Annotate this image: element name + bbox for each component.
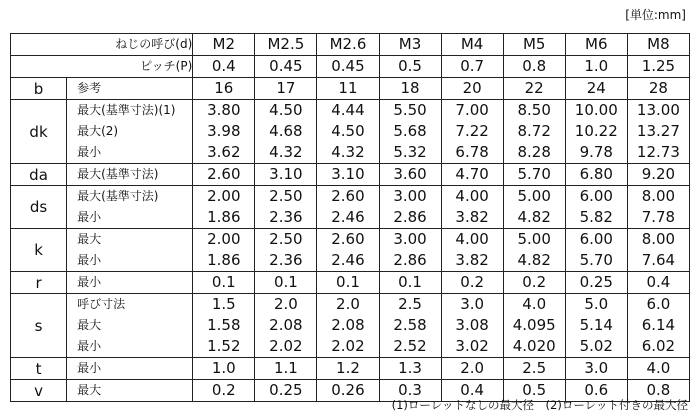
value-cell bbox=[503, 294, 565, 358]
dimension-value: 5.02 bbox=[579, 337, 613, 355]
dimension-symbol: ds bbox=[11, 186, 67, 229]
dimension-value: 0.2 bbox=[460, 273, 485, 291]
footnote: (1)ローレットなしの最大径 (2)ローレット付きの最大径 bbox=[391, 398, 688, 412]
dimension-value: 4.095 bbox=[512, 316, 556, 334]
dimension-value: 4.00 bbox=[455, 230, 489, 248]
value-cell bbox=[317, 358, 379, 380]
dimension-value: 17 bbox=[276, 79, 296, 97]
dimension-value: 2.02 bbox=[331, 337, 365, 355]
dimension-item-label: 最小 bbox=[77, 253, 102, 267]
dimension-value: 4.50 bbox=[269, 101, 303, 119]
dimension-value: 2.60 bbox=[331, 230, 365, 248]
header-row bbox=[11, 34, 690, 56]
size-header: M4 bbox=[441, 34, 503, 56]
value-cell bbox=[193, 272, 255, 294]
dimension-value: 6.02 bbox=[641, 337, 676, 355]
dimension-value: 4.00 bbox=[455, 187, 489, 205]
dimension-value: 4.0 bbox=[646, 359, 671, 377]
size-header: M2 bbox=[193, 34, 255, 56]
dimension-value: 1.52 bbox=[207, 337, 241, 355]
dimension-value: 3.80 bbox=[207, 101, 241, 119]
unit-label: [単位:mm] bbox=[625, 8, 686, 22]
value-cell bbox=[503, 229, 565, 272]
value-cell bbox=[565, 78, 627, 100]
dimension-value: 6.80 bbox=[579, 165, 613, 183]
dimension-symbol: t bbox=[11, 358, 67, 380]
value-cell bbox=[317, 380, 379, 402]
value-cell bbox=[503, 272, 565, 294]
value-cell bbox=[503, 78, 565, 100]
dimension-value: 2.60 bbox=[331, 187, 365, 205]
value-cell bbox=[441, 294, 503, 358]
dimension-item-cell bbox=[67, 380, 193, 402]
dimension-value: 9.20 bbox=[641, 165, 676, 183]
dimension-value: 5.00 bbox=[517, 187, 551, 205]
value-cell bbox=[317, 294, 379, 358]
dimension-value: 0.6 bbox=[584, 381, 609, 399]
dimension-value: 10.22 bbox=[574, 122, 618, 140]
dimension-value: 4.32 bbox=[269, 143, 303, 161]
pitch-value: 0.5 bbox=[379, 56, 441, 78]
pitch-label: ピッチ(P) bbox=[11, 56, 193, 78]
dimension-value: 4.32 bbox=[331, 143, 365, 161]
table-body bbox=[11, 34, 690, 402]
value-cell bbox=[379, 358, 441, 380]
size-header: M6 bbox=[565, 34, 627, 56]
dimension-group-row bbox=[11, 100, 690, 164]
value-cell bbox=[503, 358, 565, 380]
value-cell bbox=[565, 358, 627, 380]
dimension-item-label: 最大(基準寸法) bbox=[77, 189, 159, 203]
dimension-item-cell bbox=[67, 100, 193, 164]
dimension-value: 3.10 bbox=[331, 165, 365, 183]
dimension-value: 18 bbox=[400, 79, 420, 97]
value-cell bbox=[627, 294, 689, 358]
value-cell bbox=[255, 100, 317, 164]
dimension-symbol: dk bbox=[11, 100, 67, 164]
dimension-value: 13.27 bbox=[636, 122, 680, 140]
dimension-group-row bbox=[11, 229, 690, 272]
dimension-value: 2.00 bbox=[207, 187, 241, 205]
dimension-value: 0.5 bbox=[522, 381, 547, 399]
dimension-value: 2.50 bbox=[269, 230, 303, 248]
dimension-value: 0.25 bbox=[579, 273, 613, 291]
value-cell bbox=[193, 358, 255, 380]
pitch-value: 0.7 bbox=[441, 56, 503, 78]
value-cell bbox=[565, 100, 627, 164]
value-cell bbox=[441, 78, 503, 100]
dimension-value: 1.86 bbox=[207, 208, 241, 226]
dimension-value: 4.0 bbox=[522, 295, 547, 313]
value-cell bbox=[503, 164, 565, 186]
dimension-item-label: 呼び寸法 bbox=[77, 297, 126, 311]
value-cell bbox=[255, 78, 317, 100]
dimension-value: 0.1 bbox=[336, 273, 360, 291]
dimension-item-label: 最大 bbox=[77, 232, 102, 246]
dimension-value: 3.08 bbox=[455, 316, 489, 334]
dimension-value: 1.2 bbox=[336, 359, 360, 377]
dimension-value: 8.50 bbox=[517, 101, 551, 119]
dimension-value: 1.1 bbox=[273, 359, 298, 377]
dimension-item-label: 最小 bbox=[77, 210, 102, 224]
value-cell bbox=[317, 164, 379, 186]
dimension-value: 22 bbox=[524, 79, 544, 97]
value-cell bbox=[255, 380, 317, 402]
dimension-symbol: v bbox=[11, 380, 67, 402]
value-cell bbox=[379, 100, 441, 164]
dimension-value: 1.0 bbox=[211, 359, 236, 377]
value-cell bbox=[441, 186, 503, 229]
dimension-value: 8.00 bbox=[641, 187, 676, 205]
value-cell bbox=[193, 229, 255, 272]
dimension-value: 8.72 bbox=[517, 122, 551, 140]
dimension-value: 3.82 bbox=[455, 251, 489, 269]
dimension-value: 0.25 bbox=[269, 381, 303, 399]
value-cell bbox=[503, 100, 565, 164]
size-header: M3 bbox=[379, 34, 441, 56]
dimension-value: 0.3 bbox=[398, 381, 422, 399]
dimension-item-label: 最大(基準寸法)(1) bbox=[77, 103, 176, 117]
dimension-value: 2.00 bbox=[207, 230, 241, 248]
dimension-value: 0.26 bbox=[331, 381, 365, 399]
dimension-value: 16 bbox=[214, 79, 234, 97]
dimension-value: 3.00 bbox=[393, 187, 427, 205]
dimension-value: 5.00 bbox=[517, 230, 551, 248]
dimension-value: 0.8 bbox=[646, 381, 671, 399]
dimension-value: 3.98 bbox=[207, 122, 241, 140]
value-cell bbox=[441, 358, 503, 380]
dimension-value: 3.0 bbox=[584, 359, 609, 377]
dimension-value: 4.44 bbox=[331, 101, 365, 119]
dimension-value: 4.70 bbox=[455, 165, 489, 183]
value-cell bbox=[317, 100, 379, 164]
dimension-value: 10.00 bbox=[574, 101, 618, 119]
value-cell bbox=[441, 272, 503, 294]
dimension-value: 6.14 bbox=[641, 316, 676, 334]
dimension-value: 5.82 bbox=[579, 208, 613, 226]
dimension-value: 2.86 bbox=[393, 251, 427, 269]
dimension-value: 2.5 bbox=[522, 359, 547, 377]
value-cell bbox=[193, 186, 255, 229]
dimension-value: 5.68 bbox=[393, 122, 427, 140]
value-cell bbox=[627, 186, 689, 229]
dimension-value: 3.02 bbox=[455, 337, 489, 355]
dimension-value: 3.60 bbox=[393, 165, 427, 183]
dimension-value: 3.62 bbox=[207, 143, 241, 161]
dimension-item-cell bbox=[67, 294, 193, 358]
value-cell bbox=[441, 164, 503, 186]
pitch-value: 0.8 bbox=[503, 56, 565, 78]
dimension-value: 2.50 bbox=[269, 187, 303, 205]
dimension-value: 0.2 bbox=[211, 381, 236, 399]
value-cell bbox=[503, 186, 565, 229]
value-cell bbox=[379, 272, 441, 294]
size-header: M5 bbox=[503, 34, 565, 56]
value-cell bbox=[255, 358, 317, 380]
dimension-group-row bbox=[11, 294, 690, 358]
dimension-value: 5.14 bbox=[579, 316, 613, 334]
dimension-value: 2.46 bbox=[331, 208, 365, 226]
value-cell bbox=[627, 358, 689, 380]
dimension-symbol: k bbox=[11, 229, 67, 272]
dimension-value: 6.78 bbox=[455, 143, 489, 161]
value-cell bbox=[255, 272, 317, 294]
dimension-value: 1.58 bbox=[207, 316, 241, 334]
value-cell bbox=[565, 272, 627, 294]
dimension-value: 1.5 bbox=[211, 295, 236, 313]
value-cell bbox=[627, 272, 689, 294]
dimension-group-row bbox=[11, 186, 690, 229]
dimension-value: 0.4 bbox=[646, 273, 671, 291]
dimension-group-row bbox=[11, 78, 690, 100]
dimension-item-label: 最大(基準寸法) bbox=[77, 167, 159, 181]
pitch-value: 0.45 bbox=[255, 56, 317, 78]
dimension-symbol: da bbox=[11, 164, 67, 186]
dimension-value: 8.00 bbox=[641, 230, 676, 248]
value-cell bbox=[441, 100, 503, 164]
dimension-value: 5.50 bbox=[393, 101, 427, 119]
value-cell bbox=[379, 164, 441, 186]
dimension-value: 2.86 bbox=[393, 208, 427, 226]
size-header: M8 bbox=[627, 34, 689, 56]
dimension-value: 6.00 bbox=[579, 230, 613, 248]
value-cell bbox=[627, 78, 689, 100]
dimension-value: 2.60 bbox=[207, 165, 241, 183]
value-cell bbox=[317, 272, 379, 294]
dimension-item-cell bbox=[67, 358, 193, 380]
value-cell bbox=[255, 186, 317, 229]
dimension-value: 24 bbox=[586, 79, 606, 97]
value-cell bbox=[317, 229, 379, 272]
dimension-value: 20 bbox=[462, 79, 482, 97]
dimension-value: 2.58 bbox=[393, 316, 427, 334]
value-cell bbox=[255, 164, 317, 186]
dimension-value: 2.36 bbox=[269, 208, 303, 226]
value-cell bbox=[193, 380, 255, 402]
dimension-symbol: b bbox=[11, 78, 67, 100]
dimension-value: 4.82 bbox=[517, 208, 551, 226]
dimension-value: 6.00 bbox=[579, 187, 613, 205]
dimension-group-row bbox=[11, 164, 690, 186]
dimension-value: 5.32 bbox=[393, 143, 427, 161]
value-cell bbox=[193, 164, 255, 186]
dimension-value: 3.82 bbox=[455, 208, 489, 226]
value-cell bbox=[627, 164, 689, 186]
dimension-value: 7.64 bbox=[641, 251, 676, 269]
dimension-value: 2.0 bbox=[460, 359, 485, 377]
dimension-value: 5.70 bbox=[517, 165, 551, 183]
size-header: M2.6 bbox=[317, 34, 379, 56]
dimension-value: 3.00 bbox=[393, 230, 427, 248]
dimension-value: 0.1 bbox=[398, 273, 422, 291]
dimension-item-cell bbox=[67, 186, 193, 229]
dimension-value: 11 bbox=[338, 79, 358, 97]
dimension-value: 2.02 bbox=[269, 337, 303, 355]
dimension-value: 12.73 bbox=[636, 143, 680, 161]
pitch-value: 1.0 bbox=[565, 56, 627, 78]
value-cell bbox=[627, 100, 689, 164]
dimension-value: 0.1 bbox=[211, 273, 236, 291]
dimension-item-label: 最小 bbox=[77, 339, 102, 353]
dimension-value: 5.0 bbox=[584, 295, 609, 313]
dimension-value: 0.4 bbox=[460, 381, 485, 399]
value-cell bbox=[317, 186, 379, 229]
dimension-table bbox=[10, 33, 690, 402]
dimension-item-label: 最大 bbox=[77, 318, 102, 332]
dimension-value: 2.52 bbox=[393, 337, 427, 355]
dimension-value: 6.0 bbox=[646, 295, 671, 313]
dimension-item-label: 最小 bbox=[77, 361, 102, 375]
dimension-value: 7.22 bbox=[455, 122, 489, 140]
dimension-value: 2.08 bbox=[331, 316, 365, 334]
value-cell bbox=[379, 294, 441, 358]
dimension-value: 8.28 bbox=[517, 143, 551, 161]
dimension-value: 4.50 bbox=[331, 122, 365, 140]
dimension-item-cell bbox=[67, 164, 193, 186]
dimension-value: 2.0 bbox=[336, 295, 360, 313]
dimension-item-cell bbox=[67, 78, 193, 100]
dimension-item-label: 最小 bbox=[77, 275, 102, 289]
size-header: M2.5 bbox=[255, 34, 317, 56]
dimension-value: 13.00 bbox=[636, 101, 680, 119]
dimension-item-cell bbox=[67, 229, 193, 272]
value-cell bbox=[193, 78, 255, 100]
dimension-value: 0.1 bbox=[273, 273, 298, 291]
dimension-value: 2.08 bbox=[269, 316, 303, 334]
dimension-item-label: 最大 bbox=[77, 383, 102, 397]
dimension-value: 1.86 bbox=[207, 251, 241, 269]
value-cell bbox=[379, 229, 441, 272]
dimension-value: 0.2 bbox=[522, 273, 547, 291]
dimension-value: 1.3 bbox=[398, 359, 422, 377]
dimension-item-label: 最大(2) bbox=[77, 124, 119, 138]
dimension-value: 7.78 bbox=[641, 208, 676, 226]
pitch-row bbox=[11, 56, 690, 78]
dimension-value: 3.10 bbox=[269, 165, 303, 183]
value-cell bbox=[565, 294, 627, 358]
value-cell bbox=[255, 229, 317, 272]
value-cell bbox=[379, 186, 441, 229]
dimension-group-row bbox=[11, 358, 690, 380]
value-cell bbox=[193, 294, 255, 358]
dimension-value: 4.68 bbox=[269, 122, 303, 140]
dimension-item-label: 参考 bbox=[77, 81, 102, 95]
dimension-value: 4.82 bbox=[517, 251, 551, 269]
dimension-value: 4.020 bbox=[512, 337, 556, 355]
dimension-value: 2.0 bbox=[273, 295, 298, 313]
pitch-value: 0.4 bbox=[193, 56, 255, 78]
dimension-item-label: 最小 bbox=[77, 145, 102, 159]
pitch-value: 1.25 bbox=[627, 56, 689, 78]
dimension-value: 3.0 bbox=[460, 295, 485, 313]
dimension-value: 28 bbox=[648, 79, 668, 97]
value-cell bbox=[379, 78, 441, 100]
value-cell bbox=[627, 229, 689, 272]
dimension-item-cell bbox=[67, 272, 193, 294]
dimension-symbol: s bbox=[11, 294, 67, 358]
dimension-value: 7.00 bbox=[455, 101, 489, 119]
pitch-value: 0.45 bbox=[317, 56, 379, 78]
value-cell bbox=[317, 78, 379, 100]
dimension-value: 5.70 bbox=[579, 251, 613, 269]
dimension-value: 9.78 bbox=[579, 143, 613, 161]
dimension-symbol: r bbox=[11, 272, 67, 294]
dimension-value: 2.5 bbox=[398, 295, 422, 313]
nominal-size-label: ねじの呼び(d) bbox=[11, 34, 193, 56]
value-cell bbox=[441, 229, 503, 272]
dimension-group-row bbox=[11, 272, 690, 294]
dimension-value: 2.46 bbox=[331, 251, 365, 269]
value-cell bbox=[565, 164, 627, 186]
value-cell bbox=[193, 100, 255, 164]
value-cell bbox=[565, 229, 627, 272]
value-cell bbox=[255, 294, 317, 358]
dimension-value: 2.36 bbox=[269, 251, 303, 269]
value-cell bbox=[565, 186, 627, 229]
